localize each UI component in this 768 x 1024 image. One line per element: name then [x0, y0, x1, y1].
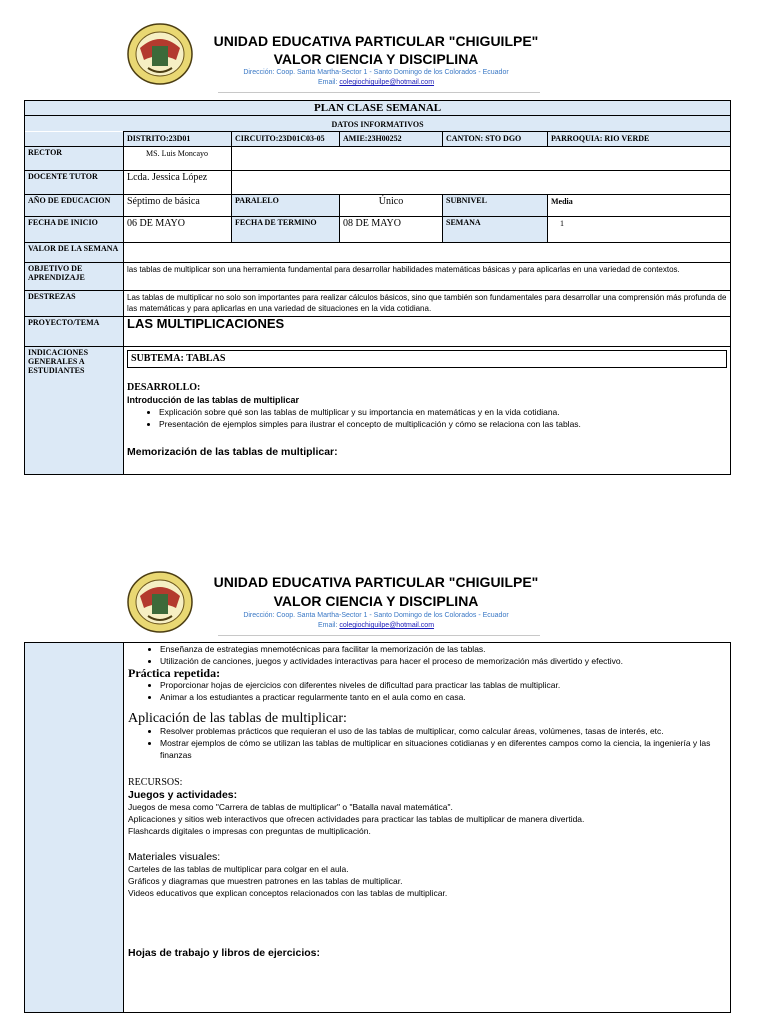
anio-label: AÑO DE EDUCACION	[25, 195, 124, 217]
objetivo-value: las tablas de multiplicar son una herramienta fundamental para desarrollar habilidades matemáticas básicas y para aplicarlas en una variedad de contextos.	[124, 263, 731, 291]
email-label: Email:	[317, 622, 338, 629]
termino-value: 08 DE MAYO	[340, 217, 443, 243]
objetivo-label: OBJETIVO DE APRENDIZAJE	[25, 263, 124, 291]
termino-label: FECHA DE TERMINO	[232, 217, 340, 243]
desarrollo-cell	[124, 347, 731, 475]
plan-title: PLAN CLASE SEMANAL	[25, 101, 731, 116]
semana-label: SEMANA	[443, 217, 548, 243]
list-item: • Resolver problemas prácticos que requieran el uso de las tablas de multiplicar, como calcular áreas, volúmenes, tasas de interés, etc.	[160, 725, 726, 737]
email-link[interactable]: colegiochiguilpe@hotmail.com	[339, 79, 435, 86]
materiales-line: Carteles de las tablas de multiplicar para colgar en el aula.	[128, 864, 349, 874]
school-motto: VALOR CIENCIA Y DISCIPLINA	[273, 593, 479, 609]
school-address: Dirección: Coop. Santa Martha-Sector 1 - Santo Domingo de los Colorados - Ecuador	[243, 69, 509, 76]
amie: AMIE:23H00252	[340, 132, 443, 147]
rector-label: RECTOR	[25, 147, 124, 171]
memorizacion-list	[128, 643, 726, 667]
semana-value: 1	[548, 217, 731, 243]
juegos-line: Juegos de mesa como "Carrera de tablas de multiplicar" o "Batalla naval matemática".	[128, 802, 453, 812]
list-item: • Animar a los estudiantes a practicar regularmente tanto en el aula como en casa.	[160, 691, 726, 703]
destrezas-value: Las tablas de multiplicar no solo son importantes para realizar cálculos básicos, sino que también son fundamentales para desarrollar una comprensión más profunda de las matemáticas y para aplicarlas en una variedad de situaciones en la vida cotidiana.	[124, 291, 731, 317]
juegos-line: Aplicaciones y sitios web interactivos que ofrecen actividades para practicar las tablas de multiplicar de manera divertida.	[128, 814, 585, 824]
hojas-title: Hojas de trabajo y libros de ejercicios:	[128, 947, 320, 959]
materiales-title: Materiales visuales:	[128, 851, 221, 863]
letterhead	[0, 0, 768, 96]
plan-table	[24, 100, 731, 475]
valor-value	[124, 243, 731, 263]
email-line	[180, 622, 572, 629]
intro-list	[127, 406, 727, 430]
subnivel-value: Media	[548, 195, 731, 217]
rector-value: MS. Luis Moncayo	[124, 147, 232, 171]
recursos-label: RECURSOS:	[128, 777, 183, 788]
inicio-label: FECHA DE INICIO	[25, 217, 124, 243]
list-item: • Enseñanza de estrategias mnemotécnicas para facilitar la memorización de las tablas.	[160, 643, 726, 655]
intro-title: Introducción de las tablas de multiplicar	[127, 395, 300, 405]
juegos-line: Flashcards digitales o impresas con preguntas de multiplicación.	[128, 826, 371, 836]
document-page-1	[0, 0, 768, 500]
inicio-value: 06 DE MAYO	[124, 217, 232, 243]
email-label: Email:	[317, 79, 338, 86]
aplicacion-list	[128, 725, 726, 761]
docente-value: Lcda. Jessica López	[124, 171, 232, 195]
datos-informativos: DATOS INFORMATIVOS	[25, 116, 731, 132]
desarrollo-label: DESARROLLO:	[127, 382, 201, 393]
plan-table-continued	[24, 642, 731, 1013]
circuito: CIRCUITO:23D01C03-05	[232, 132, 340, 147]
paralelo-label: PARALELO	[232, 195, 340, 217]
canton: CANTON: STO DGO	[443, 132, 548, 147]
school-name: UNIDAD EDUCATIVA PARTICULAR "CHIGUILPE"	[213, 574, 539, 590]
email-link[interactable]: colegiochiguilpe@hotmail.com	[339, 622, 435, 629]
valor-label: VALOR DE LA SEMANA	[25, 243, 124, 263]
practica-title: Práctica repetida:	[128, 666, 221, 680]
practica-list	[128, 679, 726, 703]
proyecto-value: LAS MULTIPLICACIONES	[124, 317, 731, 347]
content-cell	[124, 643, 731, 1013]
header-divider	[218, 635, 540, 636]
memorizacion-title: Memorización de las tablas de multiplicar:	[127, 446, 338, 458]
paralelo-value: Único	[340, 195, 443, 217]
juegos-title: Juegos y actividades:	[128, 789, 238, 801]
list-item: • Mostrar ejemplos de cómo se utilizan las tablas de multiplicar en situaciones cotidianas y en diferentes campos como la ciencia, la ingeniería y las finanzas	[160, 737, 726, 761]
label-column	[25, 643, 124, 1013]
subnivel-label: SUBNIVEL	[443, 195, 548, 217]
destrezas-label: DESTREZAS	[25, 291, 124, 317]
list-item: • Utilización de canciones, juegos y actividades interactivas para hacer el proceso de memorización más divertido y efectivo.	[160, 655, 726, 667]
distrito: DISTRITO:23D01	[124, 132, 232, 147]
proyecto-label: PROYECTO/TEMA	[25, 317, 124, 347]
parroquia: PARROQUIA: RIO VERDE	[548, 132, 731, 147]
docente-label: DOCENTE TUTOR	[25, 171, 124, 195]
email-line	[180, 79, 572, 86]
school-name: UNIDAD EDUCATIVA PARTICULAR "CHIGUILPE"	[213, 33, 539, 49]
document-page-2	[0, 560, 768, 1024]
materiales-line: Gráficos y diagramas que muestren patrones en las tablas de multiplicar.	[128, 876, 403, 886]
list-item: • Presentación de ejemplos simples para ilustrar el concepto de multiplicación y cómo se relaciona con las tablas.	[159, 418, 727, 430]
header-divider	[218, 92, 540, 93]
subtema: SUBTEMA: TABLAS	[127, 350, 727, 368]
list-item: • Explicación sobre qué son las tablas de multiplicar y su importancia en matemáticas y en la vida cotidiana.	[159, 406, 727, 418]
school-motto: VALOR CIENCIA Y DISCIPLINA	[273, 51, 479, 67]
school-address: Dirección: Coop. Santa Martha-Sector 1 - Santo Domingo de los Colorados - Ecuador	[243, 612, 509, 619]
materiales-line: Videos educativos que explican conceptos relacionados con las tablas de multiplicar.	[128, 888, 448, 898]
indicaciones-label: INDICACIONES GENERALES A ESTUDIANTES	[25, 347, 124, 475]
aplicacion-title: Aplicación de las tablas de multiplicar:	[128, 711, 347, 726]
list-item: • Proporcionar hojas de ejercicios con diferentes niveles de dificultad para practicar las tablas de multiplicar.	[160, 679, 726, 691]
anio-value: Séptimo de básica	[124, 195, 232, 217]
